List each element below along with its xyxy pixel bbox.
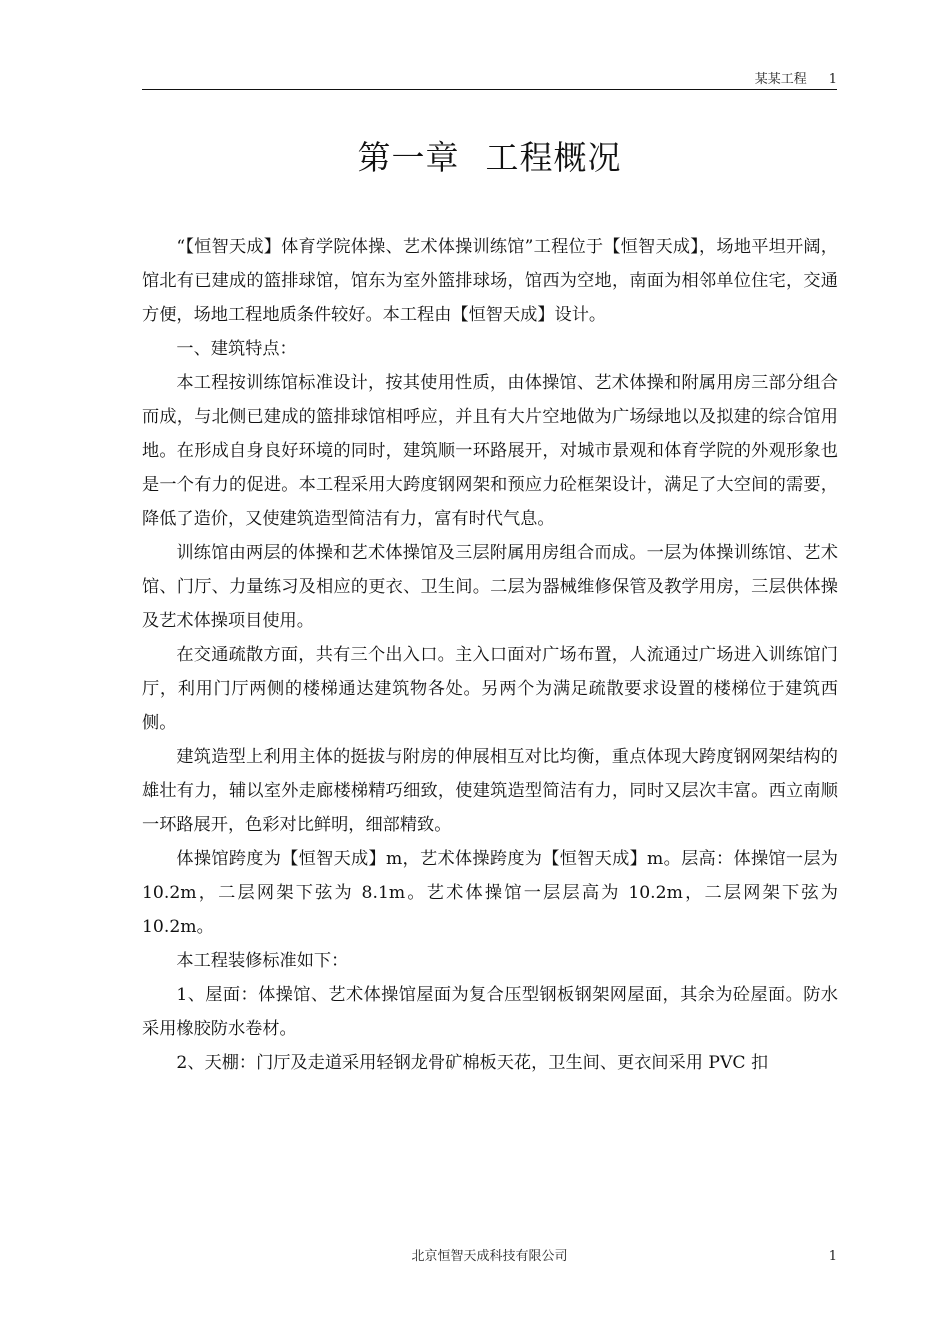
list-item: 2、天棚：门厅及走道采用轻钢龙骨矿棉板天花，卫生间、更衣间采用 PVC 扣 xyxy=(176,1053,769,1073)
header-title: 某某工程 xyxy=(754,72,807,87)
chapter-heading: 工程概况 xyxy=(485,138,622,177)
paragraph: 在交通疏散方面，共有三个出入口。主入口面对广场布置，人流通过广场进入训练馆门厅，利用门厅两侧的楼梯通达建筑物各处。另两个为满足疏散要求设置的楼梯位于建筑西侧。 xyxy=(142,645,838,733)
header-rule xyxy=(142,89,837,90)
chapter-title xyxy=(142,134,837,182)
section-heading-architecture: 一、建筑特点： xyxy=(176,339,297,359)
page-footer xyxy=(142,1247,837,1267)
paragraph: 体操馆跨度为【恒智天成】m，艺术体操跨度为【恒智天成】m。层高：体操馆一层为 10.2m，二层网架下弦为 8.1m。艺术体操馆一层层高为 10.2m，二层网架下弦为 10.2m。 xyxy=(142,849,838,937)
chapter-label: 第一章 xyxy=(357,138,460,177)
page-header xyxy=(142,70,837,90)
body-text xyxy=(142,230,838,1080)
paragraph: 训练馆由两层的体操和艺术体操馆及三层附属用房组合而成。一层为体操训练馆、艺术馆、门厅、力量练习及相应的更衣、卫生间。二层为器械维修保管及教学用房，三层供体操及艺术体操项目使用。 xyxy=(142,543,838,631)
paragraph: 建筑造型上利用主体的挺拔与附房的伸展相互对比均衡，重点体现大跨度钢网架结构的雄壮有力，辅以室外走廊楼梯精巧细致，使建筑造型简洁有力，同时又层次丰富。西立南顺一环路展开，色彩对比鲜明，细部精致。 xyxy=(142,747,838,835)
paragraph: 本工程按训练馆标准设计，按其使用性质，由体操馆、艺术体操和附属用房三部分组合而成，与北侧已建成的篮排球馆相呼应，并且有大片空地做为广场绿地以及拟建的综合馆用地。在形成自身良好环境的同时，建筑顺一环路展开，对城市景观和体育学院的外观形象也是一个有力的促进。本工程采用大跨度钢网架和预应力砼框架设计，满足了大空间的需要，降低了造价，又使建筑造型简洁有力，富有时代气息。 xyxy=(142,373,838,529)
list-item: 1、屋面：体操馆、艺术体操馆屋面为复合压型钢板钢架网屋面，其余为砼屋面。防水采用橡胶防水卷材。 xyxy=(142,985,838,1039)
paragraph: 本工程装修标准如下： xyxy=(176,951,349,971)
footer-page-number: 1 xyxy=(828,1249,837,1264)
paragraph-intro: “【恒智天成】体育学院体操、艺术体操训练馆”工程位于【恒智天成】，场地平坦开阔，馆北有已建成的篮排球馆，馆东为室外篮排球场，馆西为空地，南面为相邻单位住宅，交通方便，场地工程地质条件较好。本工程由【恒智天成】设计。 xyxy=(142,237,838,325)
footer-company: 北京恒智天成科技有限公司 xyxy=(411,1249,568,1264)
header-page-number: 1 xyxy=(828,72,837,87)
